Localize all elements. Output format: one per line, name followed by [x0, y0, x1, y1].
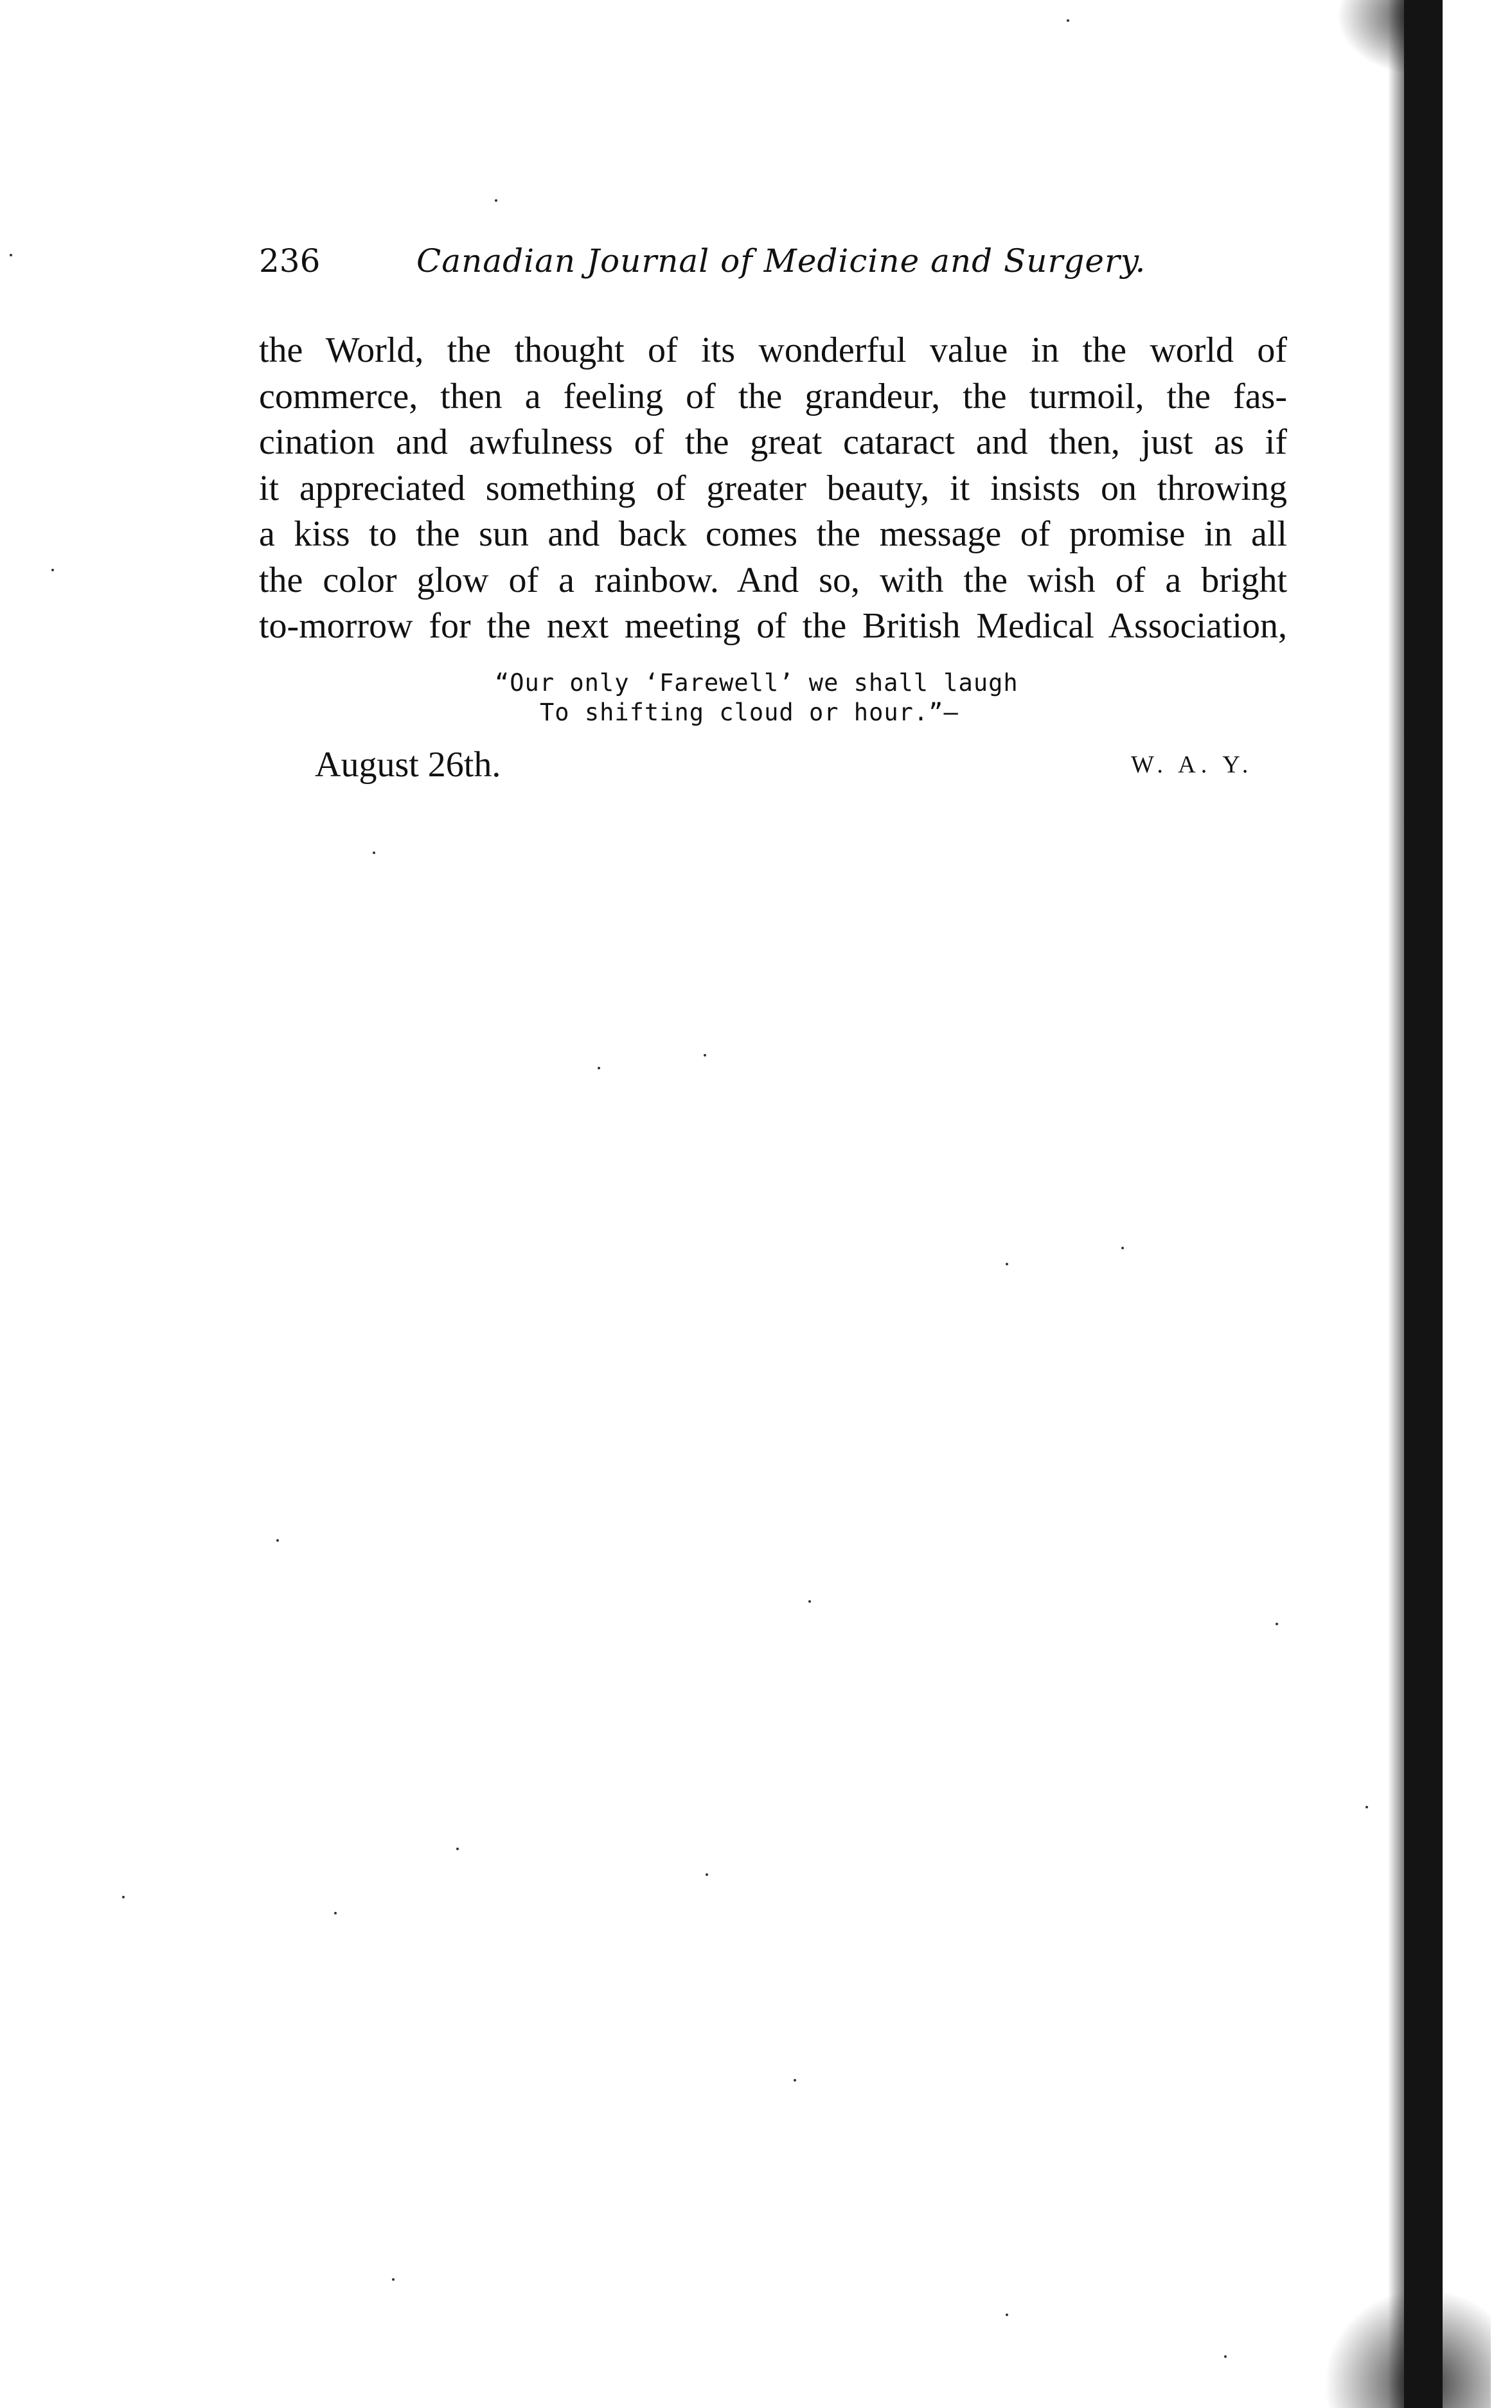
scan-speck — [794, 2079, 796, 2082]
scan-speck — [1006, 1263, 1008, 1265]
scan-speck — [122, 1896, 125, 1898]
scan-speck — [51, 569, 54, 571]
body-line: a kiss to the sun and back comes the message of promise in all — [259, 514, 1287, 554]
body-paragraph — [259, 328, 1287, 650]
body-line: the World, the thought of its wonderful value in the world of — [259, 330, 1287, 370]
body-line: cination and awfulness of the great cataract and then, just as if — [259, 422, 1287, 462]
scan-speck — [10, 254, 12, 256]
scan-speck — [276, 1539, 279, 1542]
body-line: the color glow of a rainbow. And so, with the wish of a bright — [259, 560, 1287, 600]
scan-speck — [334, 1912, 337, 1914]
scan-speck — [495, 199, 497, 202]
binding-shadow-top — [1337, 0, 1443, 77]
verse-quote — [495, 668, 1073, 727]
scan-speck — [373, 852, 375, 854]
scan-speck — [1067, 19, 1069, 22]
scan-speck — [1224, 2355, 1227, 2358]
scan-speck — [456, 1848, 459, 1850]
running-head — [259, 235, 1287, 287]
verse-line: “Our only ‘Farewell’ we shall laugh — [495, 669, 1018, 697]
scan-speck — [704, 1054, 706, 1057]
scan-speck — [1365, 1806, 1368, 1808]
author-initials: W. A. Y. — [1131, 751, 1254, 778]
journal-title: Canadian Journal of Medicine and Surgery. — [416, 242, 1146, 280]
scan-speck — [392, 2278, 395, 2281]
scan-speck — [598, 1067, 600, 1069]
scan-speck — [1121, 1247, 1124, 1249]
binding-shadow-bottom — [1324, 2288, 1491, 2408]
body-line: commerce, then a feeling of the grandeur, the turmoil, the fas- — [259, 376, 1287, 416]
scan-speck — [706, 1873, 708, 1876]
body-line: to-morrow for the next meeting of the British Medical Association, — [259, 606, 1287, 646]
scan-speck — [1006, 2314, 1008, 2316]
scan-speck — [1276, 1623, 1278, 1625]
binding-shadow — [1404, 0, 1443, 2408]
body-line: it appreciated something of greater beauty, it insists on throwing — [259, 468, 1287, 508]
signoff-date: August 26th. — [315, 745, 501, 785]
page-number: 236 — [259, 242, 321, 280]
scan-speck — [808, 1600, 811, 1603]
verse-line: To shifting cloud or hour.”— — [540, 699, 959, 726]
